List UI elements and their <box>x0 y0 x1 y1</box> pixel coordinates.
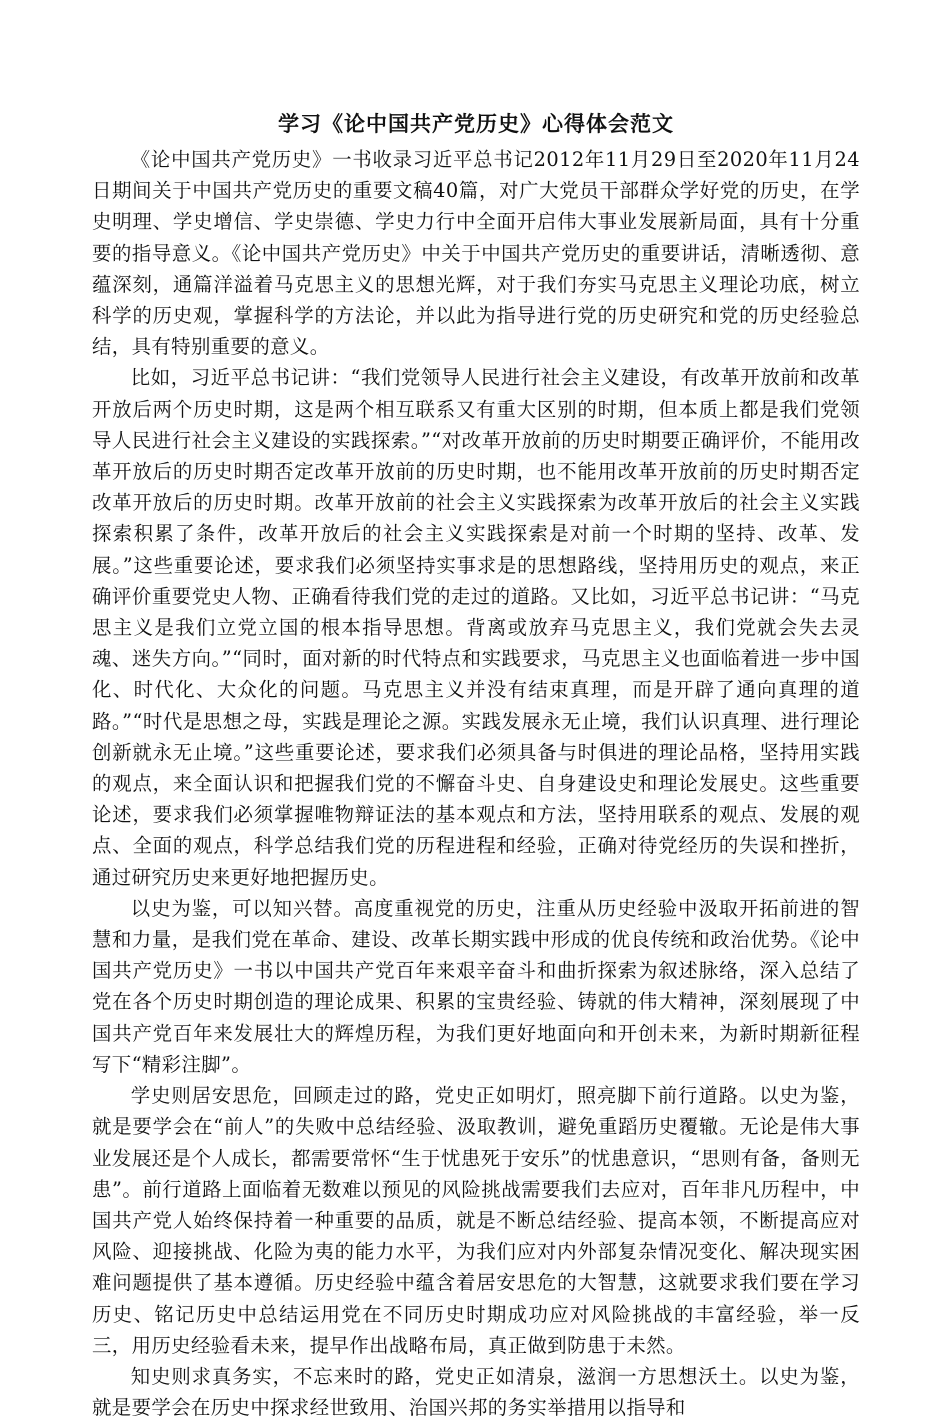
paragraph-history-mirror: 以史为鉴，可以知兴替。高度重视党的历史，注重从历史经验中汲取开拓前进的智慧和力量，是我们党在革命、建设、改革长期实践中形成的优良传统和政治优势。《论中国共产党历史》一书以中国共产党百年来艰辛奋斗和曲折探索为叙述脉络，深入总结了党在各个历史时期创造的理论成果、积累的宝贵经验、铸就的伟大精神，深刻展现了中国共产党百年来发展壮大的辉煌历程，为我们更好地面向和开创未来，为新时期新征程写下“精彩注脚”。 <box>92 896 860 1076</box>
document-body <box>92 108 860 1423</box>
paragraph-vigilance: 学史则居安思危，回顾走过的路，党史正如明灯，照亮脚下前行道路。以史为鉴，就是要学会在“前人”的失败中总结经验、汲取教训，避免重蹈历史覆辙。无论是伟大事业发展还是个人成长，都需要常怀“生于忧患死于安乐”的忧患意识，“思则有备，备则无患”。前行道路上面临着无数难以预见的风险挑战需要我们去应对，百年非凡历程中，中国共产党人始终保持着一种重要的品质，就是不断总结经验、提高本领，不断提高应对风险、迎接挑战、化险为夷的能力水平，为我们应对内外部复杂情况变化、解决现实困难问题提供了基本遵循。历史经验中蕴含着居安思危的大智慧，这就要求我们要在学习历史、铭记历史中总结运用党在不同历史时期成功应对风险挑战的丰富经验，举一反三，用历史经验看未来，提早作出战略布局，真正做到防患于未然。 <box>92 1084 860 1357</box>
paragraph-examples: 比如，习近平总书记讲：“我们党领导人民进行社会主义建设，有改革开放前和改革开放后两个历史时期，这是两个相互联系又有重大区别的时期，但本质上都是我们党领导人民进行社会主义建设的实践探索。”“对改革开放前的历史时期要正确评价，不能用改革开放后的历史时期否定改革开放前的历史时期，也不能用改革开放前的历史时期否定改革开放后的历史时期。改革开放前的社会主义实践探索为改革开放后的社会主义实践探索积累了条件，改革开放后的社会主义实践探索是对前一个时期的坚持、改革、发展。”这些重要论述，要求我们必须坚持实事求是的思想路线，坚持用历史的观点，来正确评价重要党史人物、正确看待我们党的走过的道路。又比如，习近平总书记讲：“马克思主义是我们立党立国的根本指导思想。背离或放弃马克思主义，我们党就会失去灵魂、迷失方向。”“同时，面对新的时代特点和实践要求，马克思主义也面临着进一步中国化、时代化、大众化的问题。马克思主义并没有结束真理，而是开辟了通向真理的道路。”“时代是思想之母，实践是理论之源。实践发展永无止境，我们认识真理、进行理论创新就永无止境。”这些重要论述，要求我们必须具备与时俱进的理论品格，坚持用实践的观点，来全面认识和把握我们党的不懈奋斗史、自身建设史和理论发展史。这些重要论述，要求我们必须掌握唯物辩证法的基本观点和方法，坚持用联系的观点、发展的观点、全面的观点，科学总结我们党的历程进程和经验，正确对待党经历的失误和挫折，通过研究历史来更好地把握历史。 <box>92 366 860 889</box>
document-title: 学习《论中国共产党历史》心得体会范文 <box>278 111 674 136</box>
paragraph-intro: 《论中国共产党历史》一书收录习近平总书记2012年11月29日至2020年11月24日期间关于中国共产党历史的重要文稿40篇，对广大党员干部群众学好党的历史，在学史明理、学史增信、学史崇德、学史力行中全面开启伟大事业发展新局面，具有十分重要的指导意义。《论中国共产党历史》中关于中国共产党历史的重要讲话，清晰透彻、意蕴深刻，通篇洋溢着马克思主义的思想光辉，对于我们夯实马克思主义理论功底，树立科学的历史观，掌握科学的方法论，并以此为指导进行党的历史研究和党的历史经验总结，具有特别重要的意义。 <box>92 148 860 359</box>
paragraph-pragmatism: 知史则求真务实，不忘来时的路，党史正如清泉，滋润一方思想沃土。以史为鉴，就是要学会在历史中探求经世致用、治国兴邦的务实举措用以指导和 <box>92 1364 860 1420</box>
